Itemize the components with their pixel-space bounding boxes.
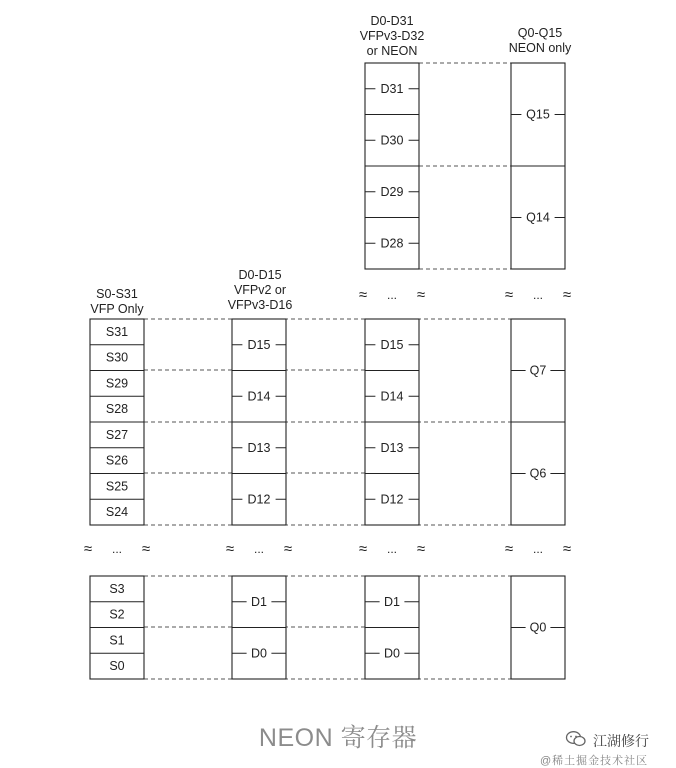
break-mark: ≈ [283, 540, 293, 558]
register-d0: D0 [251, 646, 267, 661]
register-d14: D14 [247, 389, 271, 404]
register-d12: D12 [247, 492, 271, 507]
watermark-sub: @稀土掘金技术社区 [540, 755, 649, 767]
ellipsis-mark: ... [253, 542, 265, 556]
wechat-icon [565, 730, 587, 748]
break-mark: ≈ [358, 540, 368, 558]
register-q14: Q14 [526, 210, 550, 225]
register-d15: D15 [247, 337, 271, 352]
break-mark: ≈ [83, 540, 93, 558]
register-s28: S28 [105, 402, 129, 417]
register-d13: D13 [247, 440, 271, 455]
register-d29: D29 [380, 184, 404, 199]
ellipsis-mark: ... [386, 288, 398, 302]
register-s30: S30 [105, 350, 129, 365]
header-q-line-1: Q0-Q15 [517, 26, 563, 40]
register-s0: S0 [109, 659, 125, 674]
header-q-line-2: NEON only [508, 41, 572, 55]
header-d16-line-1: D0-D15 [238, 268, 282, 282]
register-s29: S29 [105, 376, 129, 391]
register-s1: S1 [109, 633, 125, 648]
register-d14: D14 [380, 389, 404, 404]
register-d1: D1 [384, 594, 400, 609]
register-d12: D12 [380, 492, 404, 507]
figure-caption: NEON 寄存器 [258, 724, 418, 752]
header-d16-line-2: VFPv2 or [233, 283, 287, 297]
ellipsis-mark: ... [386, 542, 398, 556]
register-d30: D30 [380, 133, 404, 148]
register-s27: S27 [105, 427, 129, 442]
register-q6: Q6 [529, 466, 547, 481]
register-d13: D13 [380, 440, 404, 455]
ellipsis-mark: ... [532, 288, 544, 302]
register-q7: Q7 [529, 363, 547, 378]
break-mark: ≈ [504, 286, 514, 304]
break-mark: ≈ [504, 540, 514, 558]
register-s25: S25 [105, 479, 129, 494]
register-d15: D15 [380, 337, 404, 352]
header-d32-line-3: or NEON [366, 44, 418, 58]
header-s-line-1: S0-S31 [96, 287, 138, 301]
register-d28: D28 [380, 236, 404, 251]
header-q [490, 26, 590, 56]
header-d32-line-2: VFPv3-D32 [359, 29, 425, 43]
break-mark: ≈ [141, 540, 151, 558]
register-s31: S31 [105, 324, 129, 339]
register-q15: Q15 [526, 107, 550, 122]
register-s2: S2 [109, 607, 125, 622]
break-mark: ≈ [416, 540, 426, 558]
header-d16 [208, 268, 312, 313]
ellipsis-mark: ... [111, 542, 123, 556]
register-s26: S26 [105, 453, 129, 468]
break-mark: ≈ [358, 286, 368, 304]
register-d31: D31 [380, 81, 404, 96]
header-d32-line-1: D0-D31 [370, 14, 414, 28]
break-mark: ≈ [562, 286, 572, 304]
break-mark: ≈ [416, 286, 426, 304]
header-s-line-2: VFP Only [90, 302, 144, 316]
register-d1: D1 [251, 594, 267, 609]
watermark-name: 江湖修行 [593, 733, 649, 749]
break-mark: ≈ [562, 540, 572, 558]
register-s24: S24 [105, 505, 129, 520]
header-d32 [342, 14, 442, 59]
header-d16-line-3: VFPv3-D16 [227, 298, 293, 312]
register-d0: D0 [384, 646, 400, 661]
ellipsis-mark: ... [532, 542, 544, 556]
register-q0: Q0 [529, 620, 547, 635]
break-mark: ≈ [225, 540, 235, 558]
register-s3: S3 [109, 581, 125, 596]
header-s [72, 287, 162, 317]
